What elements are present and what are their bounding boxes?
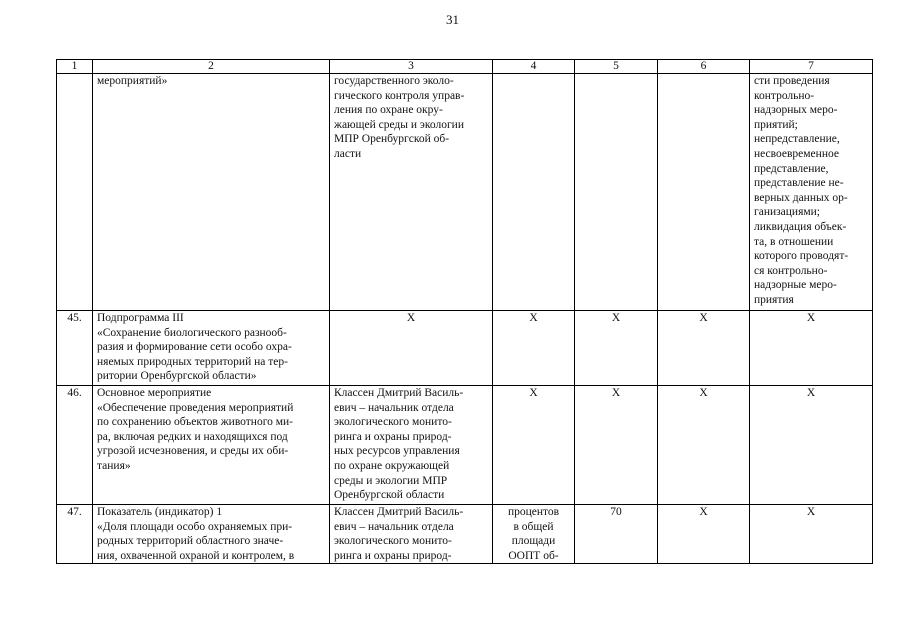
table-row (57, 74, 873, 311)
row-value: 70 (575, 505, 658, 564)
column-header-1: 1 (57, 60, 93, 74)
row-col7: Х (750, 311, 873, 386)
indicators-table (56, 59, 873, 564)
row-value: Х (575, 311, 658, 386)
row-value: Х (575, 386, 658, 505)
row-name: Основное мероприятие «Обеспечение проведения мероприятий по сохранению объектов животного ми- ра, включая редких и находящихся под угрозой исчезновения, и среды их оби- тания» (93, 386, 330, 505)
row-responsible: Классен Дмитрий Василь- евич – начальник отдела экологического монито- ринга и охраны природ- ных ресурсов управления по охране окружающей среды и экологии МПР Оренбургской области (330, 386, 493, 505)
row-col6: Х (658, 386, 750, 505)
row-col6: Х (658, 311, 750, 386)
row-number: 47. (57, 505, 93, 564)
row-value (575, 74, 658, 311)
row-col7: сти проведения контрольно- надзорных меро- приятий; непредставление, несвоевременное представление, представление не- верных данных ор- ганизациями; ликвидация объек- та, в отношении которого проводят- ся контрольно- надзорные меро- приятия (750, 74, 873, 311)
row-unit: Х (493, 386, 575, 505)
row-responsible: государственного эколо- гического контроля управ- ления по охране окру- жающей среды и экологии МПР Оренбургской об- ласти (330, 74, 493, 311)
row-col7: Х (750, 505, 873, 564)
row-col6 (658, 74, 750, 311)
table-row (57, 386, 873, 505)
header-row (57, 60, 873, 74)
column-header-7: 7 (750, 60, 873, 74)
column-header-5: 5 (575, 60, 658, 74)
table-row (57, 505, 873, 564)
column-header-4: 4 (493, 60, 575, 74)
row-unit (493, 74, 575, 311)
column-header-3: 3 (330, 60, 493, 74)
column-header-6: 6 (658, 60, 750, 74)
row-responsible: Х (330, 311, 493, 386)
row-col6: Х (658, 505, 750, 564)
row-number (57, 74, 93, 311)
row-responsible: Классен Дмитрий Василь- евич – начальник отдела экологического монито- ринга и охраны природ- (330, 505, 493, 564)
row-number: 46. (57, 386, 93, 505)
page-number: 31 (446, 12, 459, 27)
row-number: 45. (57, 311, 93, 386)
table-row (57, 311, 873, 386)
row-unit: Х (493, 311, 575, 386)
row-name: Подпрограмма III «Сохранение биологического разнооб- разия и формирование сети особо охра- няемых природных территорий на тер- ритории Оренбургской области» (93, 311, 330, 386)
row-unit: процентов в общей площади ООПТ об- (493, 505, 575, 564)
column-header-2: 2 (93, 60, 330, 74)
row-name: мероприятий» (93, 74, 330, 311)
row-col7: Х (750, 386, 873, 505)
row-name: Показатель (индикатор) 1 «Доля площади особо охраняемых при- родных территорий областного значе- ния, охваченной охраной и контролем, в (93, 505, 330, 564)
